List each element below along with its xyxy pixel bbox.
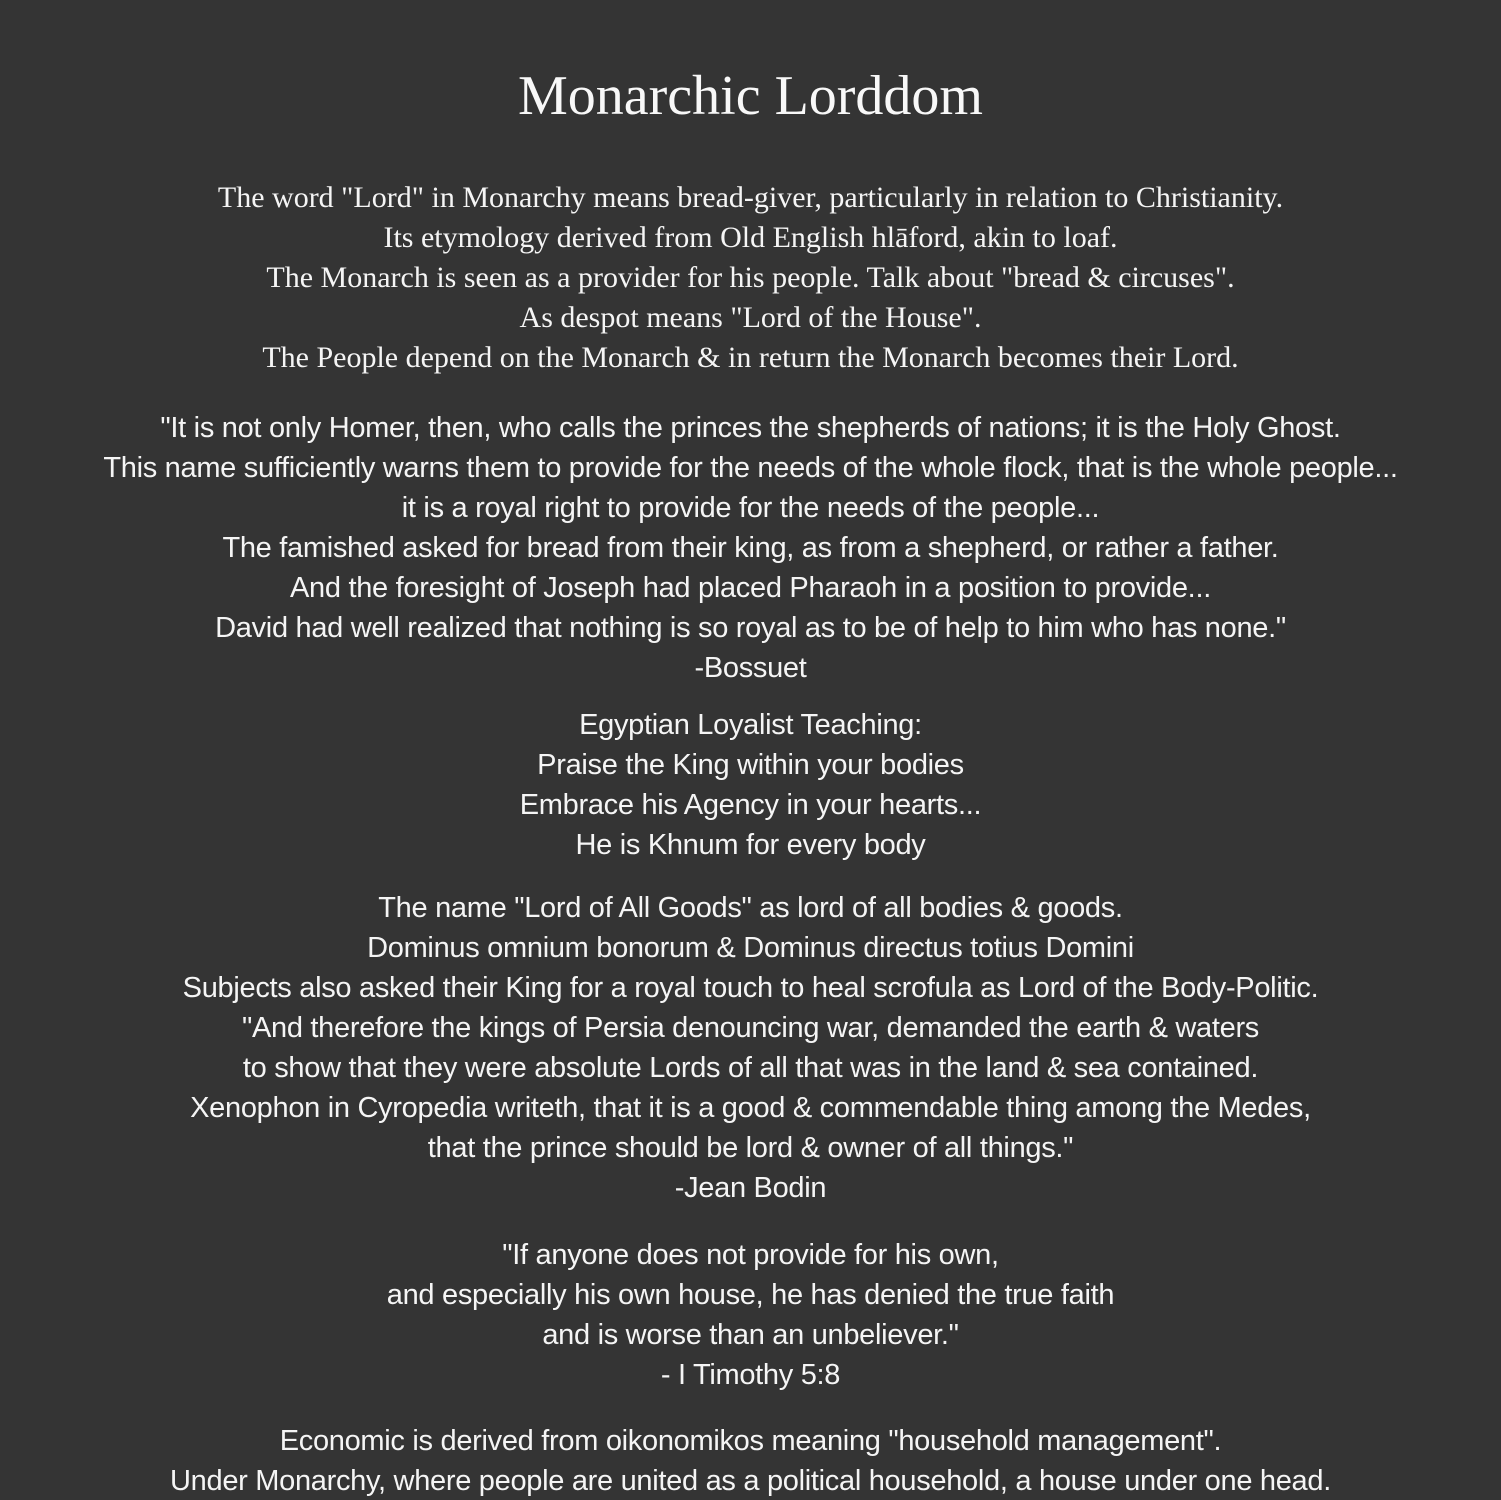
egyptian-teaching-line: Egyptian Loyalist Teaching: [579, 708, 922, 741]
egyptian-teaching-line: Praise the King within your bodies [537, 748, 964, 781]
timothy-quote-line: and is worse than an unbeliever." [542, 1318, 959, 1351]
intro-line: The People depend on the Monarch & in return the Monarch becomes their Lord. [262, 340, 1239, 374]
timothy-quote-line: "If anyone does not provide for his own, [502, 1238, 999, 1271]
bodin-section-line: Xenophon in Cyropedia writeth, that it is a good & commendable thing among the Medes, [190, 1091, 1311, 1124]
bodin-section [0, 888, 1501, 1208]
bodin-section-line: "And therefore the kings of Persia denouncing war, demanded the earth & waters [241, 1011, 1260, 1044]
bossuet-attribution: -Bossuet [694, 651, 807, 684]
intro-line: The word "Lord" in Monarchy means bread-giver, particularly in relation to Christianity. [217, 180, 1284, 214]
bodin-attribution: -Jean Bodin [674, 1171, 827, 1204]
bossuet-quote-line: The famished asked for bread from their king, as from a shepherd, or rather a father. [222, 531, 1279, 564]
bossuet-quote-line: it is a royal right to provide for the needs of the people... [401, 491, 1100, 524]
intro-line: As despot means "Lord of the House". [519, 300, 982, 334]
bossuet-quote [0, 408, 1501, 688]
egyptian-teaching-line: He is Khnum for every body [575, 828, 926, 861]
bossuet-quote-line: "It is not only Homer, then, who calls the princes the shepherds of nations; it is the Holy Ghost. [160, 411, 1341, 444]
bossuet-quote-line: This name sufficiently warns them to provide for the needs of the whole flock, that is the whole people... [103, 451, 1398, 484]
timothy-quote-line: and especially his own house, he has denied the true faith [386, 1278, 1115, 1311]
egyptian-teaching [0, 705, 1501, 865]
page-title: Monarchic Lorddom [518, 64, 983, 127]
bodin-section-line: Subjects also asked their King for a royal touch to heal scrofula as Lord of the Body-Politic. [182, 971, 1319, 1004]
economic-paragraph [0, 1421, 1501, 1500]
intro-line: Its etymology derived from Old English hlāford, akin to loaf. [383, 220, 1118, 254]
bossuet-quote-line: David had well realized that nothing is so royal as to be of help to him who has none." [215, 611, 1286, 644]
bossuet-quote-line: And the foresight of Joseph had placed Pharaoh in a position to provide... [290, 571, 1211, 604]
bodin-section-line: Dominus omnium bonorum & Dominus directus totius Domini [367, 931, 1134, 964]
intro-paragraph [0, 178, 1501, 378]
bodin-section-line: The name "Lord of All Goods" as lord of all bodies & goods. [378, 891, 1123, 924]
economic-line: Economic is derived from oikonomikos meaning "household management". [279, 1424, 1222, 1457]
timothy-quote [0, 1235, 1501, 1395]
timothy-attribution: - I Timothy 5:8 [660, 1358, 841, 1391]
economic-line: Under Monarchy, where people are united as a political household, a house under one head. [170, 1464, 1331, 1497]
bodin-section-line: to show that they were absolute Lords of all that was in the land & sea contained. [242, 1051, 1259, 1084]
bodin-section-line: that the prince should be lord & owner of all things." [427, 1131, 1074, 1164]
egyptian-teaching-line: Embrace his Agency in your hearts... [519, 788, 982, 821]
intro-line: The Monarch is seen as a provider for his people. Talk about "bread & circuses". [266, 260, 1235, 294]
